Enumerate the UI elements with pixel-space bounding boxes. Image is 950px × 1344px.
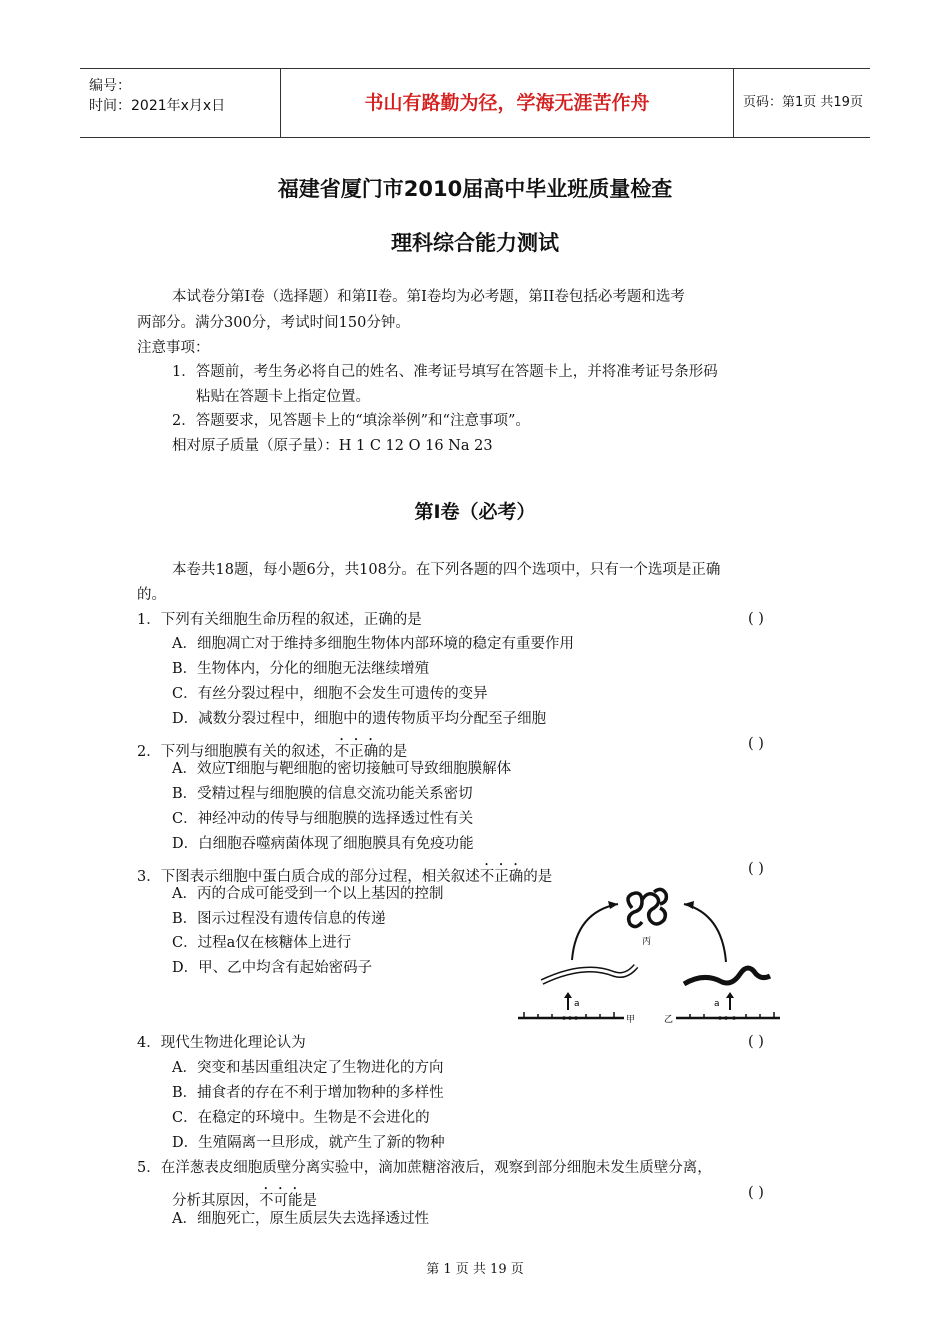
question-stem <box>172 1185 317 1210</box>
arrow-left-curve <box>572 904 618 960</box>
answer-bracket: ( ) <box>748 1034 764 1050</box>
option: C．过程a仅在核糖体上进行 <box>172 935 352 951</box>
option: A．细胞死亡，原生质层失去选择透过性 <box>172 1211 429 1227</box>
option: B．受精过程与细胞膜的信息交流功能关系密切 <box>172 786 473 802</box>
stem-text: 的是 <box>523 869 553 885</box>
arrow-a-left-head <box>564 992 572 998</box>
option: B．捕食者的存在不利于增加物种的多样性 <box>172 1085 444 1101</box>
page-label: 页码：第1页 共19页 <box>743 95 863 110</box>
option: C．神经冲动的传导与细胞膜的选择透过性有关 <box>172 811 474 827</box>
answer-bracket: ( ) <box>748 736 764 752</box>
atomic-mass-line: 相对原子质量（原子量）：H 1 C 12 O 16 Na 23 <box>172 438 493 454</box>
label-yi: 乙 <box>664 1015 674 1025</box>
chain-yi <box>684 968 770 984</box>
arrow-right-curve <box>684 904 726 962</box>
section-intro: 本卷共18题，每小题6分，共108分。在下列各题的四个选项中，只有一个选项是正确 <box>172 562 721 578</box>
emphasis-text: 不正确 <box>334 744 379 760</box>
page-title: 福建省厦门市2010届高中毕业班质量检查 <box>277 177 673 201</box>
option: D．甲、乙中均含有起始密码子 <box>172 960 373 976</box>
protein-bing-shape <box>628 889 666 926</box>
label-a-right: a <box>714 999 720 1009</box>
question-stem <box>137 861 552 886</box>
question-stem <box>137 736 407 761</box>
notice-item: 1．答题前，考生务必将自己的姓名、准考证号填写在答题卡上，并将准考证号条形码 <box>172 364 718 380</box>
answer-bracket: ( ) <box>748 611 764 627</box>
notice-item: 2．答题要求，见答题卡上的“填涂举例”和“注意事项”。 <box>172 413 530 429</box>
option: C．有丝分裂过程中，细胞不会发生可遗传的变异 <box>172 686 488 702</box>
page-subtitle: 理科综合能力测试 <box>391 231 559 255</box>
question-stem: 1．下列有关细胞生命历程的叙述，正确的是 <box>137 612 422 628</box>
emphasis-text: 不正确 <box>479 869 524 885</box>
section-title: 第Ⅰ卷（必考） <box>414 501 536 523</box>
emphasis-text: 不可能 <box>259 1193 303 1209</box>
answer-bracket: ( ) <box>748 1185 764 1201</box>
stem-text: 2．下列与细胞膜有关的叙述， <box>137 744 335 760</box>
stem-text: 是 <box>302 1193 317 1209</box>
document-header <box>80 68 870 138</box>
option: B．图示过程没有遗传信息的传递 <box>172 911 386 927</box>
question-stem: 5．在洋葱表皮细胞质壁分离实验中，滴加蔗糖溶液后，观察到部分细胞未发生质壁分离， <box>137 1160 712 1176</box>
option: D．减数分裂过程中，细胞中的遗传物质平均分配至子细胞 <box>172 711 547 727</box>
option: A．细胞凋亡对于维持多细胞生物体内部环境的稳定有重要作用 <box>172 636 574 652</box>
label-bing: 丙 <box>642 937 652 947</box>
stem-text: 3．下图表示细胞中蛋白质合成的部分过程，相关叙述 <box>137 869 480 885</box>
option: A．效应T细胞与靶细胞的密切接触可导致细胞膜解体 <box>172 761 512 777</box>
option: B．生物体内，分化的细胞无法继续增殖 <box>172 661 430 677</box>
label-a-left: a <box>574 999 580 1009</box>
intro-line: 两部分。满分300分，考试时间150分钟。 <box>137 315 410 331</box>
time-label: 时间：2021年x月x日 <box>89 98 226 114</box>
option: C．在稳定的环境中。生物是不会进化的 <box>172 1110 430 1126</box>
answer-bracket: ( ) <box>748 861 764 877</box>
stem-text: 的是 <box>378 744 408 760</box>
question-stem: 4．现代生物进化理论认为 <box>137 1035 306 1051</box>
motto: 书山有路勤为径，学海无涯苦作舟 <box>280 69 734 137</box>
option: D．白细胞吞噬病菌体现了细胞膜具有免疫功能 <box>172 836 474 852</box>
stem-text: 分析其原因， <box>172 1193 259 1209</box>
notice-item: 粘贴在答题卡上指定位置。 <box>196 389 370 405</box>
arrow-a-right-head <box>726 992 734 998</box>
label-jia: 甲 <box>626 1015 636 1025</box>
notice-label: 注意事项： <box>137 340 210 356</box>
section-intro: 的。 <box>137 587 166 603</box>
option: A．突变和基因重组决定了生物进化的方向 <box>172 1060 444 1076</box>
option: D．生殖隔离一旦形成，就产生了新的物种 <box>172 1135 445 1151</box>
intro-line: 本试卷分第Ⅰ卷（选择题）和第II卷。第Ⅰ卷均为必考题，第II卷包括必考题和选考 <box>172 289 685 305</box>
option: A．丙的合成可能受到一个以上基因的控制 <box>172 886 444 902</box>
protein-synthesis-figure <box>514 882 782 1027</box>
page-footer: 第 1 页 共 19 页 <box>426 1262 524 1277</box>
number-label: 编号： <box>89 78 131 94</box>
header-meta <box>80 69 280 137</box>
